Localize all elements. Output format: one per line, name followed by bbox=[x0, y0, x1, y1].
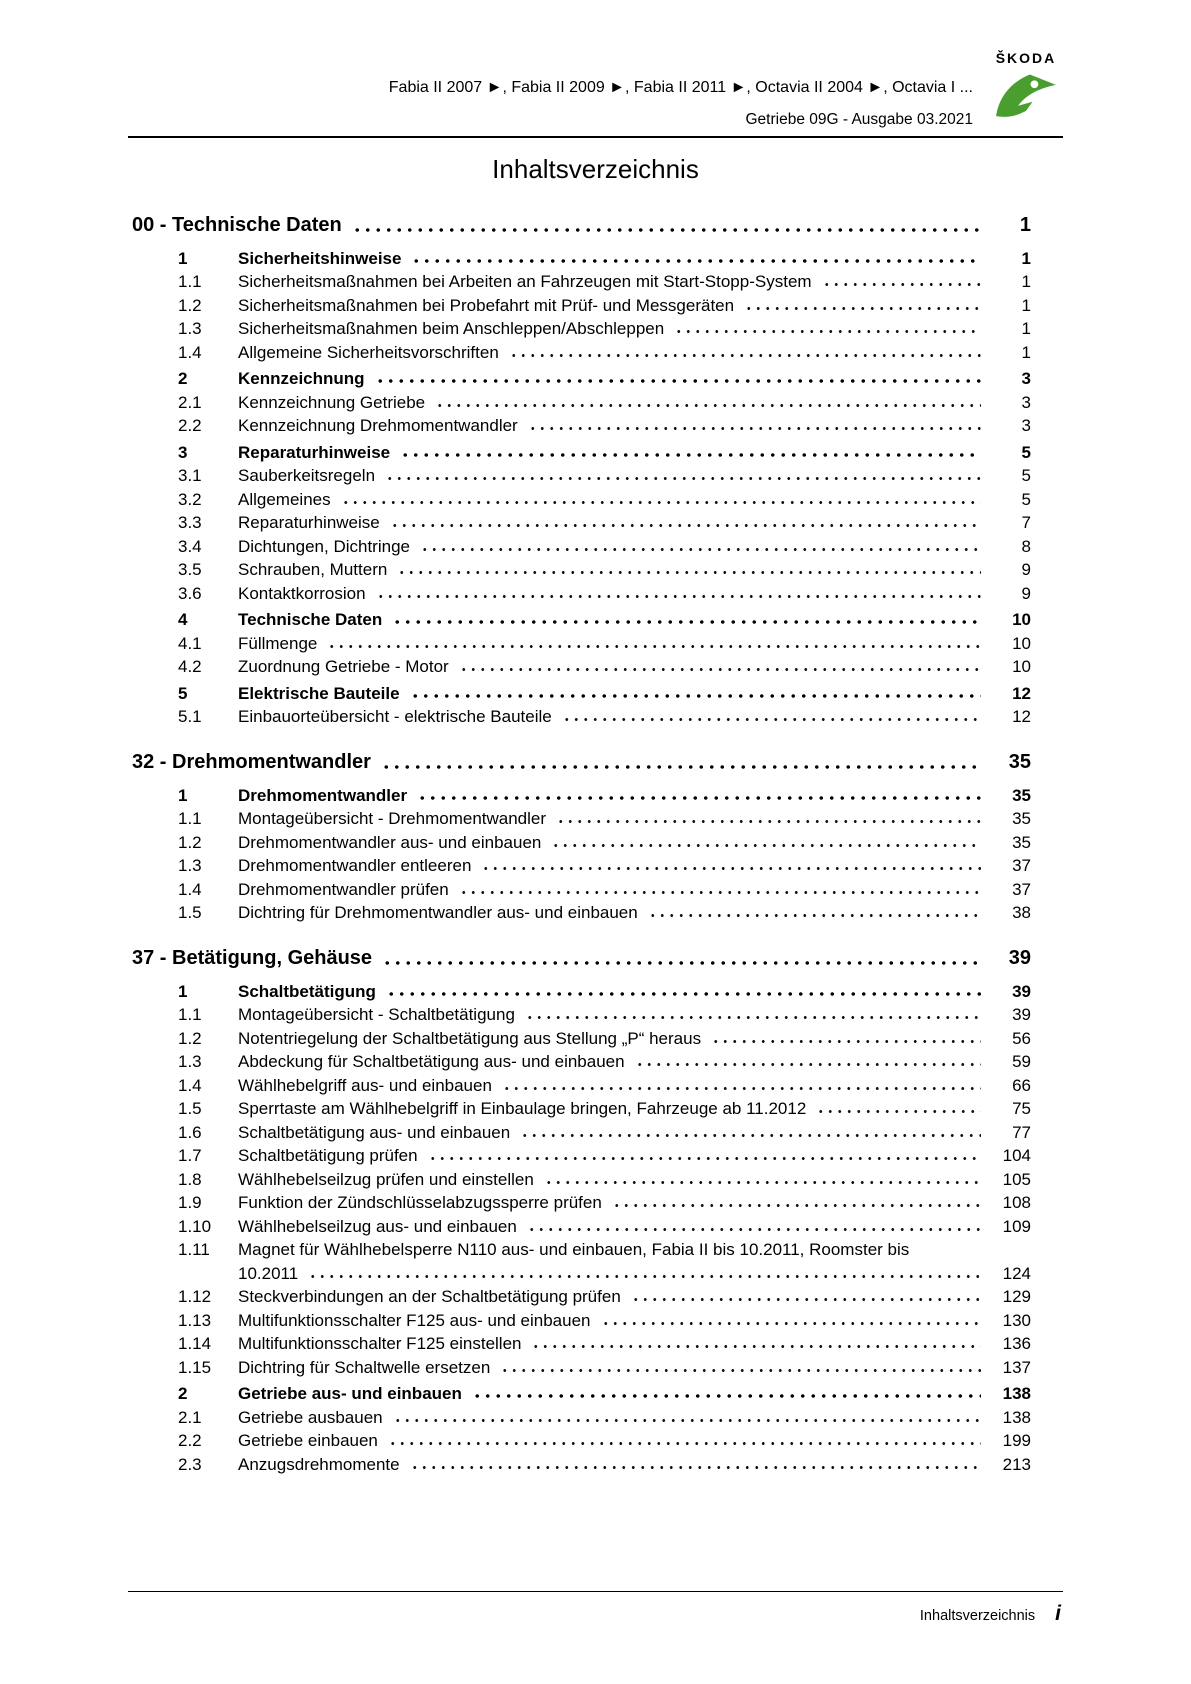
entry-page-number: 1 bbox=[1021, 295, 1031, 315]
entry-number: 1.1 bbox=[178, 272, 202, 291]
dot-leader bbox=[388, 1441, 981, 1446]
dot-leader bbox=[410, 693, 981, 699]
entry-title: Kontaktkorrosion bbox=[238, 583, 366, 603]
toc-entry bbox=[132, 805, 1031, 829]
entry-number: 1.3 bbox=[178, 319, 202, 338]
dot-leader bbox=[417, 795, 981, 801]
entry-page-number: 105 bbox=[1002, 1169, 1031, 1189]
entry-number: 1.2 bbox=[178, 832, 202, 852]
entry-title: Allgemeines bbox=[238, 489, 331, 509]
entry-title: Anzugsdrehmomente bbox=[238, 1454, 400, 1474]
entry-title: Schaltbetätigung prüfen bbox=[238, 1146, 418, 1165]
dot-leader bbox=[822, 282, 981, 287]
dot-leader bbox=[352, 227, 981, 233]
dot-leader bbox=[562, 717, 981, 722]
entry-page-number: 5 bbox=[1021, 442, 1031, 462]
entry-page-number: 37 bbox=[1012, 856, 1031, 875]
dot-leader bbox=[635, 1062, 981, 1067]
entry-title: Abdeckung für Schaltbetätigung aus- und einbauen bbox=[238, 1052, 625, 1071]
entry-title: Sicherheitsmaßnahmen beim Anschleppen/Abschleppen bbox=[238, 319, 665, 338]
entry-page-number: 108 bbox=[1002, 1193, 1031, 1212]
dot-leader bbox=[520, 1133, 981, 1138]
dot-leader bbox=[386, 991, 981, 997]
entry-title: Drehmomentwandler prüfen bbox=[238, 879, 449, 899]
dot-leader bbox=[744, 306, 981, 311]
entry-number: 2.1 bbox=[178, 392, 202, 412]
page-header bbox=[128, 0, 1063, 130]
dot-leader bbox=[382, 960, 981, 966]
footer-line bbox=[128, 1602, 1063, 1626]
dot-leader bbox=[711, 1039, 981, 1044]
entry-title: Füllmenge bbox=[238, 633, 318, 653]
entry-title: Multifunktionsschalter F125 einstellen bbox=[238, 1334, 522, 1353]
toc-entry bbox=[132, 629, 1031, 653]
dot-leader bbox=[551, 843, 981, 848]
dot-leader bbox=[381, 764, 981, 770]
entry-number: 3.1 bbox=[178, 466, 202, 485]
header-text bbox=[389, 50, 973, 130]
entry-page-number: 130 bbox=[1002, 1310, 1031, 1330]
entry-title: Sperrtaste am Wählhebelgriff in Einbaulage bringen, Fahrzeuge ab 11.2012 bbox=[238, 1099, 807, 1118]
toc-entry bbox=[132, 338, 1031, 362]
entry-number: 1.4 bbox=[178, 879, 202, 899]
entry-number: 3.6 bbox=[178, 583, 202, 603]
toc-entry bbox=[132, 509, 1031, 533]
dot-leader bbox=[556, 819, 981, 824]
chapter-page-number: 35 bbox=[1008, 751, 1031, 773]
entry-page-number: 75 bbox=[1012, 1099, 1031, 1118]
toc-entry bbox=[132, 291, 1031, 315]
dot-leader bbox=[459, 667, 981, 672]
entry-title: Reparaturhinweise bbox=[238, 513, 380, 532]
dot-leader bbox=[502, 1086, 981, 1091]
entry-page-number: 213 bbox=[1002, 1454, 1031, 1474]
toc-entry bbox=[132, 899, 1031, 923]
toc-entry bbox=[132, 1071, 1031, 1095]
entry-page-number: 9 bbox=[1021, 560, 1031, 579]
entry-title: Getriebe ausbauen bbox=[238, 1407, 383, 1427]
toc-entry bbox=[132, 388, 1031, 412]
dot-leader bbox=[400, 452, 981, 458]
toc bbox=[128, 211, 1063, 1474]
toc-entry bbox=[132, 244, 1031, 268]
toc-entry bbox=[132, 1450, 1031, 1474]
dot-leader bbox=[420, 547, 981, 552]
entry-title: Kennzeichnung Drehmomentwandler bbox=[238, 416, 518, 435]
skoda-winged-arrow-icon bbox=[989, 68, 1063, 120]
entry-page-number: 124 bbox=[1002, 1263, 1031, 1283]
entry-number: 1 bbox=[178, 981, 188, 1001]
entry-page-number: 35 bbox=[1012, 832, 1031, 852]
dot-leader bbox=[527, 1227, 981, 1232]
chapter-page-number: 39 bbox=[1008, 947, 1031, 969]
dot-leader bbox=[528, 426, 981, 431]
entry-title: Getriebe einbauen bbox=[238, 1431, 378, 1450]
entry-title: Zuordnung Getriebe - Motor bbox=[238, 657, 449, 676]
entry-number: 2 bbox=[178, 1384, 188, 1403]
toc-entry bbox=[132, 1236, 1031, 1260]
entry-title: Dichtungen, Dichtringe bbox=[238, 536, 410, 556]
entry-number: 1.14 bbox=[178, 1334, 212, 1353]
entry-page-number: 35 bbox=[1012, 785, 1031, 805]
toc-entry bbox=[132, 438, 1031, 462]
entry-number: 3.5 bbox=[178, 560, 202, 579]
entry-number: 4 bbox=[178, 610, 188, 629]
entry-title: Magnet für Wählhebelsperre N110 aus- und einbauen, Fabia II bis 10.2011, Roomster bis bbox=[238, 1240, 910, 1259]
toc-entry bbox=[132, 679, 1031, 703]
entry-number: 1.5 bbox=[178, 1099, 202, 1118]
dot-leader bbox=[435, 403, 981, 408]
entry-page-number: 38 bbox=[1012, 903, 1031, 922]
entry-page-number: 39 bbox=[1012, 981, 1031, 1001]
chapter-title: 32 - Drehmomentwandler bbox=[132, 751, 371, 773]
toc-entry bbox=[132, 1165, 1031, 1189]
entry-title: Wählhebelseilzug prüfen und einstellen bbox=[238, 1169, 534, 1189]
toc-entry bbox=[132, 579, 1031, 603]
toc-entry bbox=[132, 1330, 1031, 1354]
entry-title: Wählhebelgriff aus- und einbauen bbox=[238, 1075, 492, 1095]
entry-title: Wählhebelseilzug aus- und einbauen bbox=[238, 1216, 517, 1236]
entry-number: 3.4 bbox=[178, 536, 202, 556]
entry-title: Schaltbetätigung bbox=[238, 981, 376, 1001]
entry-title: Reparaturhinweise bbox=[238, 442, 391, 462]
entry-page-number: 1 bbox=[1021, 248, 1031, 268]
entry-title: Getriebe aus- und einbauen bbox=[238, 1384, 462, 1403]
toc-entry bbox=[132, 781, 1031, 805]
entry-title: Dichtring für Schaltwelle ersetzen bbox=[238, 1357, 491, 1377]
entry-title: Technische Daten bbox=[238, 610, 383, 629]
entry-page-number: 10 bbox=[1012, 610, 1031, 629]
entry-page-number: 12 bbox=[1012, 683, 1031, 703]
footer-divider bbox=[128, 1591, 1063, 1592]
entry-number: 1.2 bbox=[178, 1028, 202, 1048]
entry-page-number: 1 bbox=[1021, 272, 1031, 291]
dot-leader bbox=[544, 1180, 981, 1185]
entry-title: Einbauorteübersicht - elektrische Bauteile bbox=[238, 707, 552, 726]
toc-entry bbox=[132, 703, 1031, 727]
toc-entry bbox=[132, 852, 1031, 876]
toc-entry bbox=[132, 653, 1031, 677]
toc-entry bbox=[132, 1427, 1031, 1451]
dot-leader bbox=[341, 500, 981, 505]
dot-leader bbox=[308, 1274, 981, 1279]
footer-label: Inhaltsverzeichnis bbox=[919, 1608, 1036, 1624]
dot-leader bbox=[410, 1465, 981, 1470]
entry-page-number: 129 bbox=[1002, 1287, 1031, 1306]
dot-leader bbox=[428, 1156, 981, 1161]
toc-entry bbox=[132, 1142, 1031, 1166]
entry-title: Dichtring für Drehmomentwandler aus- und einbauen bbox=[238, 903, 638, 922]
toc-entry bbox=[132, 1118, 1031, 1142]
entry-number: 3.3 bbox=[178, 513, 202, 532]
toc-entry bbox=[132, 365, 1031, 389]
dot-leader bbox=[392, 619, 981, 625]
entry-page-number: 1 bbox=[1021, 319, 1031, 338]
entry-number: 4.1 bbox=[178, 633, 202, 653]
dot-leader bbox=[459, 890, 981, 895]
entry-title: Allgemeine Sicherheitsvorschriften bbox=[238, 342, 499, 362]
entry-page-number: 3 bbox=[1021, 369, 1031, 388]
entry-number: 1.2 bbox=[178, 295, 202, 315]
entry-title: Funktion der Zündschlüsselabzugssperre prüfen bbox=[238, 1193, 602, 1212]
entry-number: 1.3 bbox=[178, 856, 202, 875]
entry-title: Schrauben, Muttern bbox=[238, 560, 388, 579]
entry-number: 1 bbox=[178, 785, 188, 805]
dot-leader bbox=[531, 1344, 981, 1349]
entry-title: Sauberkeitsregeln bbox=[238, 466, 376, 485]
dot-leader bbox=[601, 1321, 982, 1326]
entry-number: 1 bbox=[178, 248, 188, 268]
entry-title: Montageübersicht - Schaltbetätigung bbox=[238, 1005, 515, 1024]
toc-entry bbox=[132, 485, 1031, 509]
entry-title: Steckverbindungen an der Schaltbetätigung prüfen bbox=[238, 1287, 621, 1306]
toc-entry bbox=[132, 875, 1031, 899]
entry-page-number: 3 bbox=[1021, 392, 1031, 412]
chapter-heading bbox=[132, 944, 1031, 970]
entry-title: Kennzeichnung bbox=[238, 369, 365, 388]
dot-leader bbox=[376, 594, 981, 599]
toc-entry bbox=[132, 1306, 1031, 1330]
entry-number: 1.15 bbox=[178, 1357, 212, 1377]
chapter-title: 00 - Technische Daten bbox=[132, 214, 342, 236]
toc-entry bbox=[132, 532, 1031, 556]
toc-entry bbox=[132, 606, 1031, 630]
entry-title: Drehmomentwandler bbox=[238, 785, 408, 805]
entry-number: 2.3 bbox=[178, 1454, 202, 1474]
entry-page-number: 59 bbox=[1012, 1052, 1031, 1071]
entry-number: 1.1 bbox=[178, 809, 202, 828]
entry-number: 4.2 bbox=[178, 657, 202, 676]
entry-page-number: 35 bbox=[1012, 809, 1031, 828]
entry-title-continuation: 10.2011 bbox=[238, 1263, 299, 1283]
page-footer bbox=[128, 1591, 1063, 1626]
chapter-page-number: 1 bbox=[1019, 214, 1031, 236]
dot-leader bbox=[631, 1297, 981, 1302]
entry-number: 1.4 bbox=[178, 342, 202, 362]
entry-number: 1.6 bbox=[178, 1122, 202, 1142]
dot-leader bbox=[525, 1015, 981, 1020]
entry-page-number: 138 bbox=[1002, 1407, 1031, 1427]
entry-page-number: 77 bbox=[1012, 1122, 1031, 1142]
dot-leader bbox=[375, 378, 981, 384]
entry-number: 5.1 bbox=[178, 707, 202, 726]
entry-page-number: 3 bbox=[1021, 416, 1031, 435]
dot-leader bbox=[385, 476, 981, 481]
toc-entry bbox=[132, 556, 1031, 580]
entry-number: 1.7 bbox=[178, 1146, 202, 1165]
entry-page-number: 104 bbox=[1002, 1146, 1031, 1165]
entry-title: Sicherheitsmaßnahmen bei Arbeiten an Fahrzeugen mit Start-Stopp-System bbox=[238, 272, 812, 291]
entry-page-number: 199 bbox=[1002, 1431, 1031, 1450]
entry-title: Elektrische Bauteile bbox=[238, 683, 400, 703]
entry-page-number: 56 bbox=[1012, 1028, 1031, 1048]
dot-leader bbox=[393, 1418, 981, 1423]
entry-title: Schaltbetätigung aus- und einbauen bbox=[238, 1122, 511, 1142]
entry-number: 3 bbox=[178, 442, 188, 462]
toc-entry bbox=[132, 1212, 1031, 1236]
entry-title: Sicherheitshinweise bbox=[238, 248, 402, 268]
toc-entry bbox=[132, 1380, 1031, 1404]
toc-entry bbox=[132, 315, 1031, 339]
dot-leader bbox=[472, 1393, 981, 1399]
chapter-heading bbox=[132, 211, 1031, 237]
dot-leader bbox=[648, 913, 981, 918]
entry-page-number: 109 bbox=[1002, 1216, 1031, 1236]
toc-entry bbox=[132, 1189, 1031, 1213]
page-title: Inhaltsverzeichnis bbox=[492, 154, 699, 184]
entry-number: 1.5 bbox=[178, 903, 202, 922]
dot-leader bbox=[816, 1109, 981, 1114]
entry-number: 1.12 bbox=[178, 1287, 212, 1306]
entry-number: 5 bbox=[178, 683, 188, 703]
entry-page-number: 138 bbox=[1002, 1384, 1031, 1403]
entry-number: 1.8 bbox=[178, 1169, 202, 1189]
dot-leader bbox=[411, 258, 981, 264]
entry-title: Montageübersicht - Drehmomentwandler bbox=[238, 809, 547, 828]
entry-number: 1.10 bbox=[178, 1216, 212, 1236]
entry-number: 3.2 bbox=[178, 489, 202, 509]
header-divider bbox=[128, 136, 1063, 138]
entry-page-number: 39 bbox=[1012, 1005, 1031, 1024]
toc-entry bbox=[132, 977, 1031, 1001]
entry-page-number: 136 bbox=[1002, 1334, 1031, 1353]
dot-leader bbox=[500, 1368, 981, 1373]
entry-number: 1.11 bbox=[178, 1240, 210, 1259]
footer-page-number: i bbox=[1055, 1602, 1061, 1625]
header-model-list: Fabia II 2007 ►, Fabia II 2009 ►, Fabia II 2011 ►, Octavia II 2004 ►, Octavia I ... bbox=[388, 79, 973, 96]
entry-number: 1.9 bbox=[178, 1193, 202, 1212]
entry-number: 1.4 bbox=[178, 1075, 202, 1095]
toc-entry-continuation bbox=[132, 1259, 1031, 1283]
header-edition-line: Getriebe 09G - Ausgabe 03.2021 bbox=[745, 111, 973, 128]
toc-entry bbox=[132, 1001, 1031, 1025]
toc-entry bbox=[132, 268, 1031, 292]
entry-title: Drehmomentwandler aus- und einbauen bbox=[238, 832, 542, 852]
entry-page-number: 7 bbox=[1021, 513, 1031, 532]
dot-leader bbox=[674, 329, 981, 334]
toc-entry bbox=[132, 462, 1031, 486]
toc-entry bbox=[132, 1353, 1031, 1377]
skoda-wordmark: ŠKODA bbox=[995, 50, 1057, 66]
entry-page-number: 10 bbox=[1012, 657, 1031, 676]
entry-number: 1.1 bbox=[178, 1005, 202, 1024]
entry-number: 2.2 bbox=[178, 1431, 202, 1450]
entry-title: Sicherheitsmaßnahmen bei Probefahrt mit Prüf- und Messgeräten bbox=[238, 295, 735, 315]
toc-entry bbox=[132, 1048, 1031, 1072]
dot-leader bbox=[397, 570, 981, 575]
toc-entry bbox=[132, 1095, 1031, 1119]
dot-leader bbox=[327, 644, 981, 649]
chapter-heading bbox=[132, 748, 1031, 774]
toc-entry bbox=[132, 412, 1031, 436]
entry-title: Notentriegelung der Schaltbetätigung aus Stellung „P“ heraus bbox=[238, 1028, 702, 1048]
entry-page-number: 8 bbox=[1021, 536, 1031, 556]
skoda-logo bbox=[989, 50, 1063, 120]
dot-leader bbox=[390, 523, 981, 528]
entry-number: 1.3 bbox=[178, 1052, 202, 1071]
entry-number: 2.2 bbox=[178, 416, 202, 435]
toc-entry bbox=[132, 1403, 1031, 1427]
toc-entry bbox=[132, 1024, 1031, 1048]
entry-page-number: 66 bbox=[1012, 1075, 1031, 1095]
entry-page-number: 9 bbox=[1021, 583, 1031, 603]
entry-title: Drehmomentwandler entleeren bbox=[238, 856, 472, 875]
toc-entry bbox=[132, 1283, 1031, 1307]
dot-leader bbox=[509, 353, 981, 358]
entry-number: 1.13 bbox=[178, 1310, 212, 1330]
entry-number: 2.1 bbox=[178, 1407, 202, 1427]
entry-page-number: 10 bbox=[1012, 633, 1031, 653]
dot-leader bbox=[612, 1203, 981, 1208]
entry-page-number: 5 bbox=[1021, 466, 1031, 485]
entry-number: 2 bbox=[178, 369, 188, 388]
chapter-title: 37 - Betätigung, Gehäuse bbox=[132, 947, 373, 969]
entry-title: Kennzeichnung Getriebe bbox=[238, 392, 426, 412]
entry-title: Multifunktionsschalter F125 aus- und einbauen bbox=[238, 1310, 591, 1330]
toc-entry bbox=[132, 828, 1031, 852]
entry-page-number: 1 bbox=[1021, 342, 1031, 362]
entry-page-number: 12 bbox=[1012, 707, 1031, 726]
dot-leader bbox=[481, 866, 981, 871]
entry-page-number: 5 bbox=[1021, 489, 1031, 509]
entry-page-number: 37 bbox=[1012, 879, 1031, 899]
entry-page-number: 137 bbox=[1002, 1357, 1031, 1377]
